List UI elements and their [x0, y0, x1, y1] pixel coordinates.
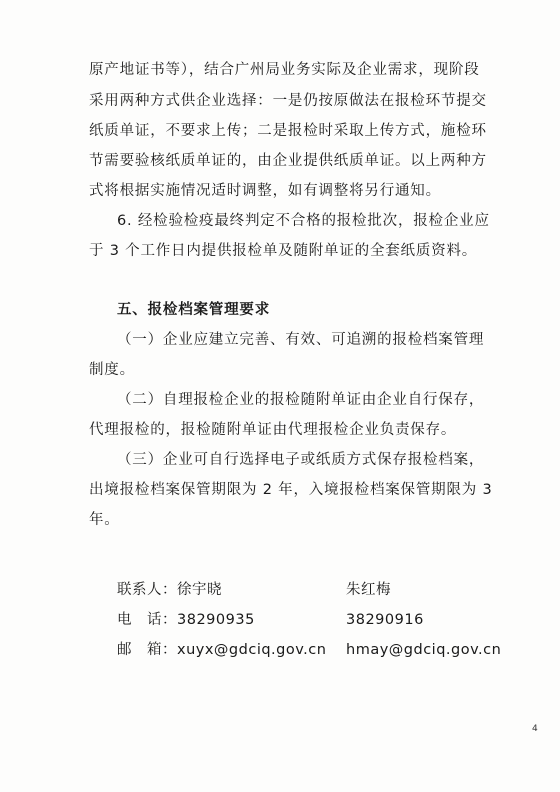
phone-1: 38290935	[177, 612, 255, 628]
paragraph-line: 式将根据实施情况适时调整，如有调整将另行通知。	[89, 183, 441, 199]
contact-person-row	[117, 581, 222, 599]
contact-email-row	[117, 641, 326, 659]
paragraph-line: 节需要验核纸质单证的，由企业提供纸质单证。以上两种方	[89, 153, 487, 169]
item-6-line: 6. 经检验检疫最终判定不合格的报检批次，报检企业应	[117, 213, 490, 229]
item-6-line: 于 3 个工作日内提供报检单及随附单证的全套纸质资料。	[89, 243, 478, 259]
paragraph-line: 采用两种方式供企业选择：一是仍按原做法在报检环节提交	[89, 93, 487, 109]
subsection-1-line: （一）企业应建立完善、有效、可追溯的报检档案管理	[117, 332, 485, 348]
subsection-2-line: 代理报检的，报检随附单证由代理报检企业负责保存。	[89, 422, 457, 438]
subsection-2-line: （二）自理报检企业的报检随附单证由企业自行保存，	[117, 392, 485, 408]
email-1: xuyx@gdciq.gov.cn	[177, 642, 327, 658]
email-2: hmay@gdciq.gov.cn	[346, 642, 502, 658]
page-number: 4	[532, 724, 538, 734]
contact-label: 联系人：	[117, 582, 177, 598]
contact-name-1: 徐宇晓	[177, 582, 222, 598]
contact-name-2: 朱红梅	[346, 582, 391, 598]
subsection-1-line: 制度。	[89, 362, 135, 378]
paragraph-line: 原产地证书等），结合广州局业务实际及企业需求，现阶段	[89, 62, 480, 78]
subsection-3-line: 出境报检档案保管期限为 2 年，入境报检档案保管期限为 3	[89, 482, 493, 498]
paragraph-line: 纸质单证，不要求上传；二是报检时采取上传方式，施检环	[89, 123, 487, 139]
subsection-3-line: （三）企业可自行选择电子或纸质方式保存报检档案，	[117, 452, 485, 468]
email-label: 邮 箱：	[117, 642, 177, 658]
subsection-3-line: 年。	[89, 512, 120, 528]
phone-label: 电 话：	[117, 612, 177, 628]
section-heading: 五、报检档案管理要求	[117, 302, 270, 318]
contact-phone-row	[117, 611, 255, 629]
phone-2: 38290916	[346, 612, 424, 628]
